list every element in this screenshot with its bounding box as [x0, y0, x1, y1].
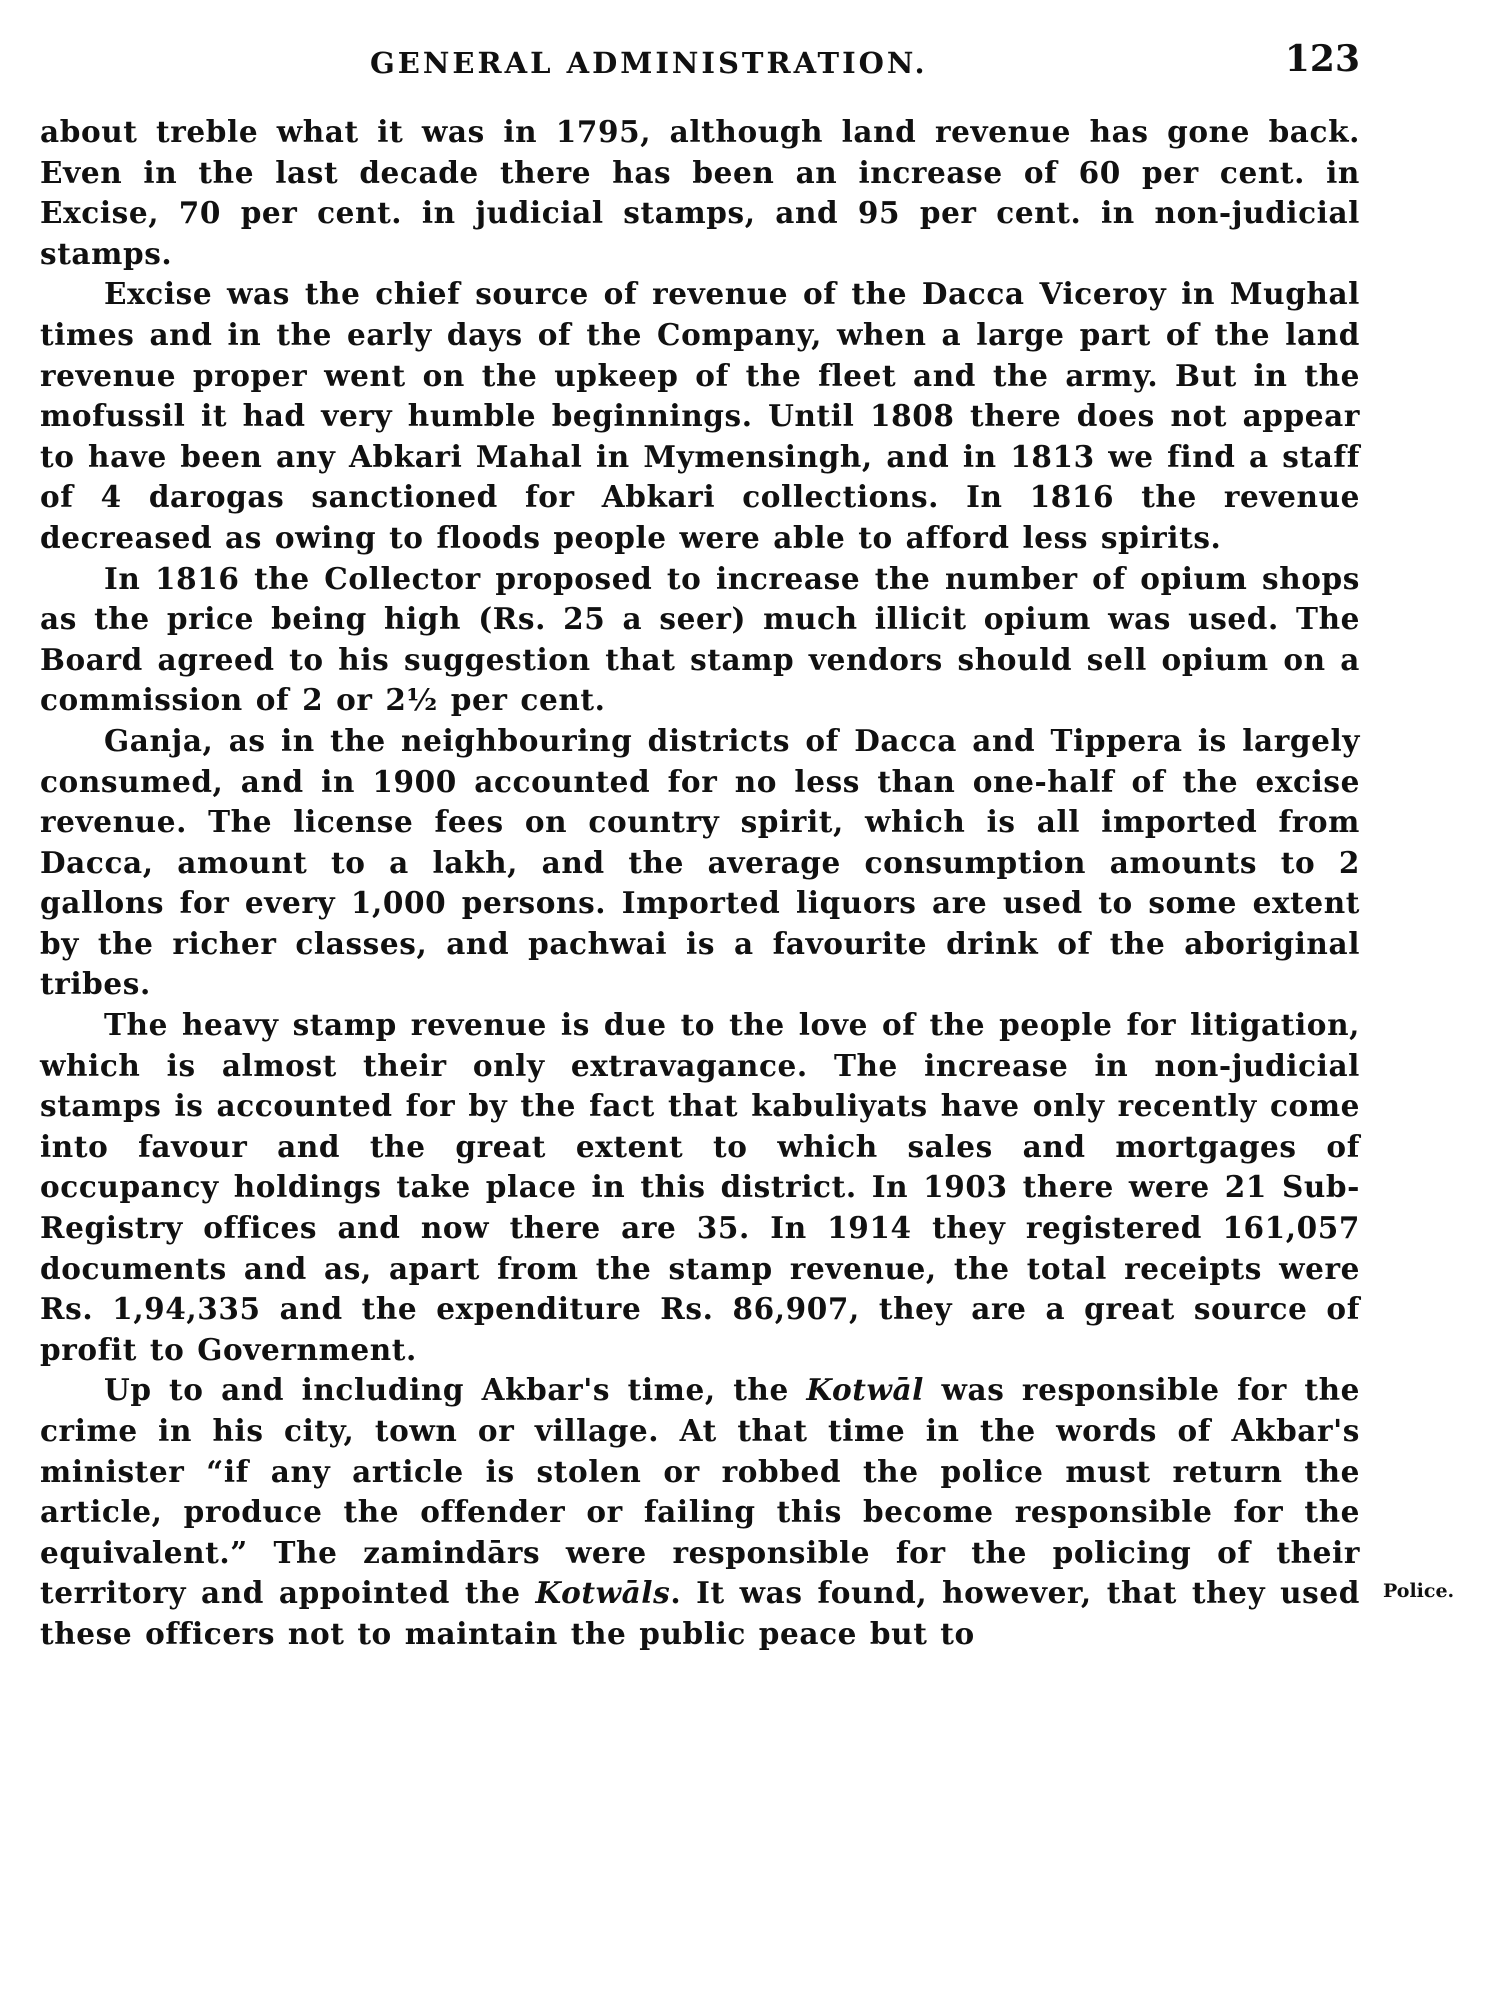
police-text-part-2: was responsible for the crime in his city, town or village. At that time in the words of Akbar's minister “if any article is stolen or robbed the police must return the article, produce the offender or failing this become responsible for the equivalent.” The zamindārs were responsible for the policing of their territory and appointed the [40, 1372, 1360, 1611]
police-text-part-3: . It was found, however, that they used these officers not to maintain the public peace but to [40, 1575, 1360, 1651]
paragraph-revenue-continuation: about treble what it was in 1795, although land revenue has gone back. Even in the last decade there has been an increase of 60 per cent. in Excise, 70 per cent. in judicial stamps, and 95 per cent. in non-judicial stamps. [40, 114, 1360, 271]
term-kotwals: Kotwāls [535, 1575, 671, 1611]
running-title: GENERAL ADMINISTRATION. [370, 46, 928, 80]
running-header [40, 38, 1360, 98]
term-kotwal: Kotwāl [806, 1372, 924, 1408]
paragraph-excise: Excise was the chief source of revenue of the Dacca Viceroy in Mughal times and in the early days of the Company, when a large part of the land revenue proper went on the upkeep of the fleet and the army. But in the mofussil it had very humble beginnings. Until 1808 there does not appear to have been any Abkari Mahal in Mymensingh, and in 1813 we find a staff of 4 darogas sanctioned for Abkari collections. In 1816 the revenue decreased as owing to floods people were able to afford less spirits. [40, 276, 1360, 555]
police-text-part-1: Up to and including Akbar's time, the [104, 1372, 807, 1408]
body-text [40, 112, 1360, 1655]
paragraph-stamp-revenue: The heavy stamp revenue is due to the love of the people for litigation, which is almost their only extravagance. The increase in non-judicial stamps is accounted for by the fact that kabuliyats have only recently come into favour and the great extent to which sales and mortgages of occupancy holdings take place in this district. In 1903 there were 21 Sub-Registry offices and now there are 35. In 1914 they registered 161,057 documents and as, apart from the stamp revenue, the total receipts were Rs. 1,94,335 and the expenditure Rs. 86,907, they are a great source of profit to Government. [40, 1007, 1360, 1367]
paragraph-police [40, 1370, 1360, 1654]
paragraph-ganja: Ganja, as in the neighbouring districts of Dacca and Tippera is largely consumed, and in 1900 accounted for no less than one-half of the excise revenue. The license fees on country spirit, which is all imported from Dacca, amount to a lakh, and the average consumption amounts to 2 gallons for every 1,000 persons. Imported liquors are used to some extent by the richer classes, and pachwai is a favourite drink of the aboriginal tribes. [40, 722, 1360, 1002]
marginal-note-police: Police. [1383, 1580, 1455, 1602]
page-number: 123 [1284, 38, 1360, 80]
paragraph-opium: In 1816 the Collector proposed to increase the number of opium shops as the price being high (Rs. 25 a seer) much illicit opium was used. The Board agreed to his suggestion that stamp vendors should sell opium on a commission of 2 or 2½ per cent. [40, 560, 1360, 718]
